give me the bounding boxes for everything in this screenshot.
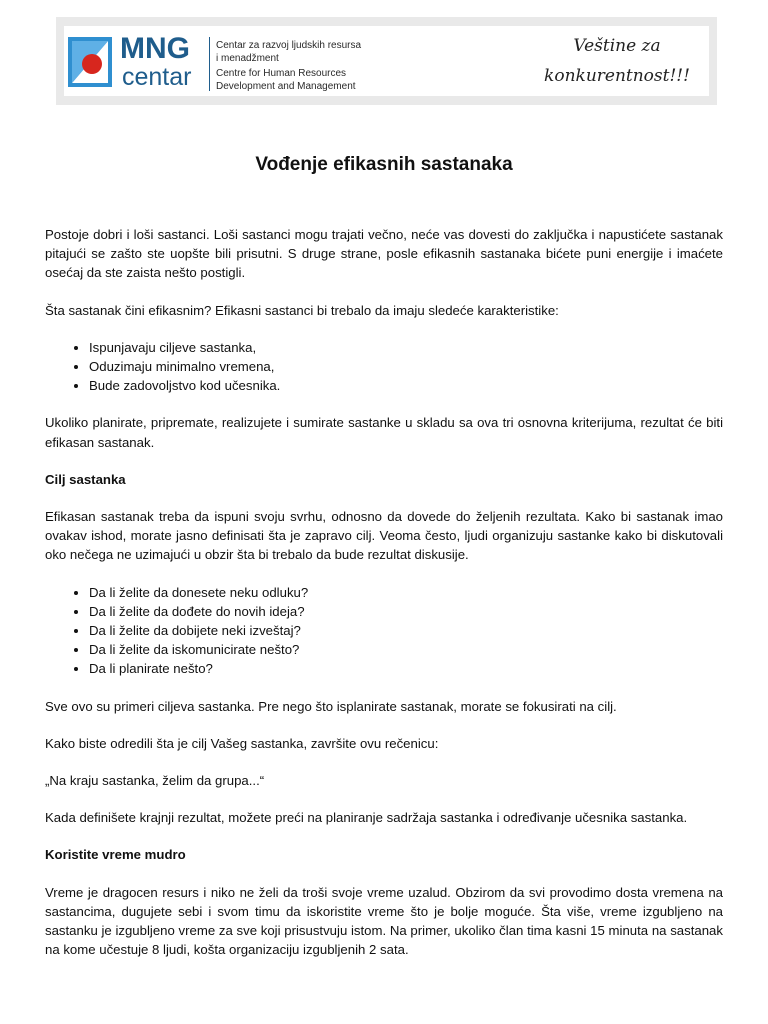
paragraph: Ukoliko planirate, pripremate, realizujete i sumirate sastanke u skladu sa ova tri osnovna kriterijuma, rezultat će biti efikasan sastanak. — [45, 415, 723, 450]
paragraph: Sve ovo su primeri ciljeva sastanka. Pre nego što isplanirate sastanak, morate se fokusirati na cilj. — [45, 698, 617, 714]
paragraph: Efikasan sastanak treba da ispuni svoju svrhu, odnosno da dovede do željenih rezultata. Kako bi sastanak imao ovakav ishod, morate jasno definisati šta je zapravo cilj. Veoma često, ljudi organizuju sastanke kako bi diskutovali oko nečega ne uzimajući u obzir šta bi trebalo da bude rezultat diskusije. — [45, 509, 723, 563]
list-item: • Da li planirate nešto? — [89, 659, 723, 678]
org-name-line: i menadžment — [216, 53, 279, 64]
brand-subtitle: centar — [122, 63, 192, 91]
slogan-line: Veštine za — [573, 36, 661, 56]
list-item: • Bude zadovoljstvo kod učesnika. — [89, 376, 723, 395]
mng-logo-icon — [68, 37, 112, 87]
bullet-list — [45, 583, 723, 679]
document-title: Vođenje efikasnih sastanaka — [255, 154, 513, 175]
slogan-line: konkurentnost!!! — [544, 66, 690, 86]
bullet-list — [45, 338, 723, 396]
list-item: • Ispunjavaju ciljeve sastanka, — [89, 338, 723, 357]
quote-paragraph: „Na kraju sastanka, želim da grupa...“ — [45, 773, 265, 789]
section-heading: Cilj sastanka — [45, 471, 126, 487]
paragraph: Kada definišete krajnji rezultat, možete preći na planiranje sadržaja sastanka i određivanje učesnika sastanka. — [45, 810, 688, 826]
org-name-line: Centar za razvoj ljudskih resursa — [216, 40, 362, 51]
org-name-line: Development and Management — [216, 81, 356, 92]
paragraph: Postoje dobri i loši sastanci. Loši sastanci mogu trajati večno, neće vas dovesti do zaključka i napustićete sastanak pitajući se zašto ste uopšte bili prisutni. S druge strane, posle efikasnih sastanaka bićete puni energije i imaćete osećaj da ste zaista nešto postigli. — [45, 227, 723, 281]
paragraph: Kako biste odredili šta je cilj Vašeg sastanka, završite ovu rečenicu: — [45, 735, 439, 751]
paragraph: Vreme je dragocen resurs i niko ne želi da troši svoje vreme uzalud. Obzirom da svi provodimo dosta vremena na sastancima, dugujete sebi i svom timu da iskoristite vreme što je bolje moguće. Šta više, vreme izgubljeno na sastanku je izgubljeno vreme za sve koji prisustvuju istom. Na primer, ukoliko član tima kasni 15 minuta na sastanak na kome učestuje 8 ljudi, košta organizaciju izgubljenih 2 sata. — [45, 884, 723, 958]
list-item: • Da li želite da donesete neku odluku? — [89, 583, 723, 602]
org-name-line: Centre for Human Resources — [216, 68, 347, 79]
list-item: • Da li želite da iskomunicirate nešto? — [89, 640, 723, 659]
list-item: • Da li želite da dođete do novih ideja? — [89, 602, 723, 621]
list-item: • Da li želite da dobijete neki izveštaj? — [89, 621, 723, 640]
paragraph: Šta sastanak čini efikasnim? Efikasni sastanci bi trebalo da imaju sledeće karakteristike: — [45, 302, 559, 318]
document-body — [45, 225, 723, 959]
section-heading: Koristite vreme mudro — [45, 847, 186, 863]
brand-divider — [209, 37, 210, 91]
list-item: • Oduzimaju minimalno vremena, — [89, 357, 723, 376]
brand-name: MNG — [120, 32, 190, 65]
